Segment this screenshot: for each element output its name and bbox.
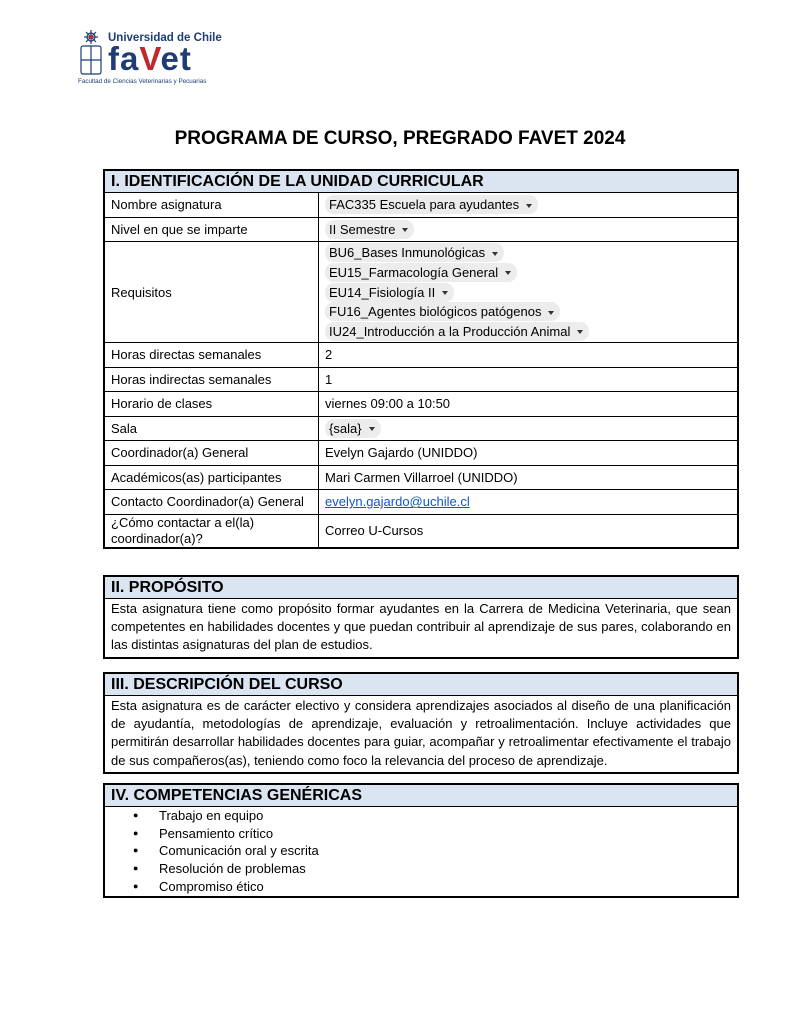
table-row	[104, 441, 738, 466]
list-item: ● Resolución de problemas	[105, 860, 737, 878]
sala-chip[interactable]: {sala}	[325, 419, 381, 438]
table-row	[104, 193, 738, 218]
requisito-chip[interactable]: IU24_Introducción a la Producción Animal	[325, 322, 589, 341]
nivel-cell	[319, 217, 739, 242]
logo-brand: faVet	[108, 40, 192, 77]
descripcion-text: Esta asignatura es de carácter electivo y considera aprendizajes asociados al diseño de una planificación de ayudantía, metodologías de aprendizaje, evaluación y retroalimentación. Incluye actividades que permitirán desarrollar habilidades docentes para guiar, acompañar y retroalimentar efectivamente el trabajo de sus compañeros(as), teniendo como foco la relevancia del proceso de aprendizaje.	[104, 696, 738, 773]
competencias-list-cell	[104, 807, 738, 897]
proposito-header: II. PROPÓSITO	[104, 576, 738, 599]
row-label: Horas indirectas semanales	[104, 367, 319, 392]
proposito-table	[103, 575, 739, 659]
table-row	[104, 217, 738, 242]
requisito-chip[interactable]: EU14_Fisiología II	[325, 283, 454, 302]
chevron-down-icon	[369, 427, 375, 431]
competencias-list	[105, 807, 737, 896]
descripcion-header: III. DESCRIPCIÓN DEL CURSO	[104, 673, 738, 696]
list-item: ● Compromiso ético	[105, 878, 737, 896]
row-label: Contacto Coordinador(a) General	[104, 490, 319, 515]
chevron-down-icon	[442, 291, 448, 295]
row-label: Sala	[104, 416, 319, 441]
list-item: ● Comunicación oral y escrita	[105, 842, 737, 860]
table-row	[104, 490, 738, 515]
page-title: PROGRAMA DE CURSO, PREGRADO FAVET 2024	[174, 128, 626, 149]
chevron-down-icon	[548, 311, 554, 315]
identificacion-table	[103, 169, 739, 549]
table-row	[104, 242, 738, 343]
competencias-header: IV. COMPETENCIAS GENÉRICAS	[104, 784, 738, 807]
chevron-down-icon	[492, 252, 498, 256]
logo-faculty-name: Facultad de Ciencias Veterinarias y Pecuarias	[78, 78, 207, 85]
requisito-chip[interactable]: EU15_Farmacología General	[325, 263, 517, 282]
requisito-chip[interactable]: FU16_Agentes biológicos patógenos	[325, 302, 560, 321]
chevron-down-icon	[402, 228, 408, 232]
nivel-chip[interactable]: II Semestre	[325, 220, 414, 239]
row-label: Horario de clases	[104, 392, 319, 417]
identificacion-header: I. IDENTIFICACIÓN DE LA UNIDAD CURRICULAR	[104, 170, 738, 193]
chevron-down-icon	[526, 204, 532, 208]
row-value: Mari Carmen Villarroel (UNIDDO)	[319, 465, 739, 490]
list-item: ● Trabajo en equipo	[105, 807, 737, 825]
row-value: 1	[319, 367, 739, 392]
table-row	[104, 367, 738, 392]
contact-email-link[interactable]: evelyn.gajardo@uchile.cl	[325, 494, 470, 510]
table-row	[104, 392, 738, 417]
descripcion-table	[103, 672, 739, 774]
row-value: viernes 09:00 a 10:50	[319, 392, 739, 417]
row-label: ¿Cómo contactar a el(la) coordinador(a)?	[104, 514, 319, 548]
row-label: Nombre asignatura	[104, 193, 319, 218]
favet-logo	[78, 30, 228, 90]
chevron-down-icon	[505, 271, 511, 275]
requisito-chip[interactable]: BU6_Bases Inmunológicas	[325, 243, 504, 262]
table-row	[104, 514, 738, 548]
row-label: Académicos(as) participantes	[104, 465, 319, 490]
chevron-down-icon	[577, 330, 583, 334]
proposito-text: Esta asignatura tiene como propósito formar ayudantes en la Carrera de Medicina Veterinaria, que sean competentes en habilidades docentes y que puedan contribuir al aprendizaje de sus pares, colaborando en las distintas asignaturas del plan de estudios.	[104, 599, 738, 658]
row-label: Coordinador(a) General	[104, 441, 319, 466]
competencias-table	[103, 783, 739, 898]
sala-cell	[319, 416, 739, 441]
row-value: Evelyn Gajardo (UNIDDO)	[319, 441, 739, 466]
row-value: Correo U-Cursos	[319, 514, 739, 548]
table-row	[104, 343, 738, 368]
university-seal-icon	[78, 30, 104, 78]
nombre-asignatura-cell	[319, 193, 739, 218]
row-label: Nivel en que se imparte	[104, 217, 319, 242]
list-item: ● Pensamiento crítico	[105, 825, 737, 843]
row-value: 2	[319, 343, 739, 368]
row-label: Horas directas semanales	[104, 343, 319, 368]
table-row	[104, 465, 738, 490]
contact-email-cell	[319, 490, 739, 515]
logo-university-name: Universidad de Chile	[108, 32, 222, 44]
row-label: Requisitos	[104, 242, 319, 343]
requisitos-cell	[319, 242, 739, 343]
nombre-asignatura-chip[interactable]: FAC335 Escuela para ayudantes	[325, 195, 538, 214]
table-row	[104, 416, 738, 441]
